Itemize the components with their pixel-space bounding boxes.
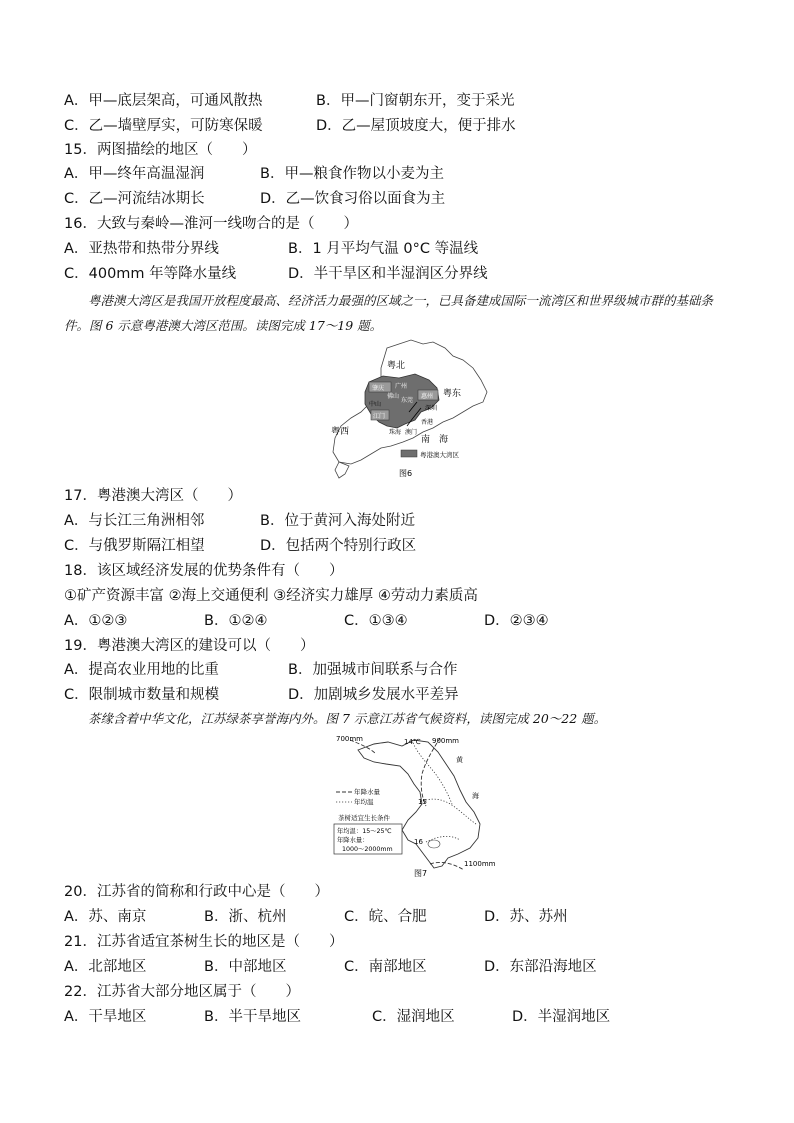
- q19-stem: 19．粤港澳大湾区的建设可以（ ）: [64, 638, 315, 654]
- q17-option-d[interactable]: D．包括两个特别行政区: [260, 538, 417, 554]
- q22-option-c[interactable]: C．湿润地区: [372, 1009, 455, 1025]
- label-15: 15: [418, 798, 427, 806]
- label-14c: 14℃: [404, 738, 421, 746]
- q15-option-b[interactable]: B．甲—粮食作物以小麦为主: [260, 166, 444, 182]
- tea-box-rain: 年降水量：: [337, 837, 369, 844]
- passage-bay-area: [64, 288, 734, 338]
- label-zhaoqing: 肇庆: [372, 385, 385, 392]
- figure-7-map: [330, 732, 508, 878]
- label-900mm: 900mm: [432, 737, 459, 745]
- q20-option-d[interactable]: D．苏、苏州: [484, 909, 568, 925]
- q14-option-c[interactable]: C．乙—墙壁厚实，可防寒保暖: [64, 118, 263, 134]
- q19-option-d[interactable]: D．加剧城乡发展水平差异: [288, 687, 459, 703]
- q16-option-b[interactable]: B．1 月平均气温 0°C 等温线: [288, 241, 479, 257]
- q16-stem: 16．大致与秦岭—淮河一线吻合的是（ ）: [64, 216, 358, 232]
- q17-stem: 17．粤港澳大湾区（ ）: [64, 488, 242, 504]
- q21-option-c[interactable]: C．南部地区: [344, 959, 427, 975]
- q20-stem: 20．江苏省的简称和行政中心是（ ）: [64, 884, 329, 900]
- label-guangzhou: 广州: [395, 383, 408, 390]
- figure-6-caption: 图6: [399, 469, 413, 478]
- leizhou-peninsula: [335, 462, 349, 478]
- label-foshan: 佛山: [387, 393, 400, 400]
- q19-option-a[interactable]: A．提高农业用地的比重: [64, 662, 219, 678]
- legend-rain-label: 年降水量: [354, 788, 380, 796]
- legend-swatch: [401, 450, 417, 457]
- q18-option-c[interactable]: C．①③④: [344, 613, 408, 629]
- label-700mm: 700mm: [336, 735, 363, 743]
- q17-option-a[interactable]: A．与长江三角洲相邻: [64, 513, 205, 529]
- q19-option-b[interactable]: B．加强城市间联系与合作: [288, 662, 458, 678]
- tea-box-rain-value: 1000～2000mm: [342, 846, 393, 853]
- label-yuedong: 粤东: [443, 389, 462, 399]
- label-1100mm: 1100mm: [464, 860, 496, 868]
- q20-option-c[interactable]: C．皖、合肥: [344, 909, 427, 925]
- label-dongguan: 东莞: [401, 397, 414, 404]
- q15-option-a[interactable]: A．甲—终年高温湿润: [64, 166, 205, 182]
- label-jiangmen: 江门: [373, 413, 386, 420]
- label-xianggang: 香港: [421, 419, 434, 426]
- label-huang: 黄: [456, 756, 463, 764]
- passage-jiangsu-tea: [64, 706, 734, 731]
- q17-option-b[interactable]: B．位于黄河入海处附近: [260, 513, 415, 529]
- taihu-lake: [428, 840, 440, 848]
- q21-stem: 21．江苏省适宜茶树生长的地区是（ ）: [64, 934, 344, 950]
- figure-6-map: [325, 338, 490, 480]
- q22-stem: 22．江苏省大部分地区属于（ ）: [64, 984, 300, 1000]
- q20-option-a[interactable]: A．苏、南京: [64, 909, 147, 925]
- q22-option-a[interactable]: A．干旱地区: [64, 1009, 147, 1025]
- q18-stem: 18．该区域经济发展的优势条件有（ ）: [64, 563, 344, 579]
- label-huizhou: 惠州: [421, 393, 434, 400]
- q21-option-d[interactable]: D．东部沿海地区: [484, 959, 597, 975]
- q18-option-d[interactable]: D．②③④: [484, 613, 549, 629]
- q18-option-a[interactable]: A．①②③: [64, 613, 128, 629]
- label-zhongshan: 中山: [369, 401, 382, 408]
- legend-temp-label: 年均温: [354, 798, 374, 806]
- q15-stem: 15．两图描绘的地区（ ）: [64, 142, 257, 158]
- passage-jiangsu-tea-text: 茶缘含着中华文化，江苏绿茶享誉海内外。图 7 示意江苏省气候资料，读图完成 20～22 题。: [88, 711, 607, 726]
- label-yuebei: 粤北: [387, 361, 406, 371]
- label-zhuhai: 珠海: [389, 429, 402, 436]
- q16-option-a[interactable]: A．亚热带和热带分界线: [64, 241, 219, 257]
- figure-7-caption: 图7: [414, 869, 428, 878]
- label-shenzhen: 深圳: [425, 405, 438, 412]
- q19-option-c[interactable]: C．限制城市数量和规模: [64, 687, 220, 703]
- q16-option-d[interactable]: D．半干旱区和半湿润区分界线: [288, 266, 488, 282]
- q15-option-c[interactable]: C．乙—河流结冰期长: [64, 191, 205, 207]
- q16-option-c[interactable]: C．400mm 年等降水量线: [64, 266, 237, 282]
- q21-option-a[interactable]: A．北部地区: [64, 959, 147, 975]
- label-aomen: 澳门: [405, 429, 418, 436]
- tea-box-title: 茶树适宜生长条件: [338, 814, 390, 822]
- q18-items: ①矿产资源丰富 ②海上交通便利 ③经济实力雄厚 ④劳动力素质高: [64, 588, 478, 604]
- q20-option-b[interactable]: B．浙、杭州: [204, 909, 287, 925]
- label-yuexi: 粤西: [331, 427, 350, 437]
- label-nanhai: 南 海: [421, 435, 449, 445]
- q15-option-d[interactable]: D．乙—饮食习俗以面食为主: [260, 191, 446, 207]
- q18-option-b[interactable]: B．①②④: [204, 613, 268, 629]
- q14-option-a[interactable]: A．甲—底层架高，可通风散热: [64, 93, 263, 109]
- q14-option-b[interactable]: B．甲—门窗朝东开，变于采光: [316, 93, 515, 109]
- q17-option-c[interactable]: C．与俄罗斯隔江相望: [64, 538, 205, 554]
- label-16: 16: [414, 838, 423, 846]
- q14-option-d[interactable]: D．乙—屋顶坡度大，便于排水: [316, 118, 516, 134]
- q22-option-d[interactable]: D．半湿润地区: [512, 1009, 611, 1025]
- label-hai: 海: [472, 792, 479, 800]
- q21-option-b[interactable]: B．中部地区: [204, 959, 287, 975]
- passage-bay-area-text: 粤港澳大湾区是我国开放程度最高、经济活力最强的区域之一，已具备建成国际一流湾区和世界级城市群的基础条件。图 6 示意粤港澳大湾区范围。读图完成 17～19 题。: [64, 293, 714, 333]
- q22-option-b[interactable]: B．半干旱地区: [204, 1009, 301, 1025]
- tea-box-temp: 年均温：15～25℃: [337, 828, 392, 835]
- legend-label: 粤港澳大湾区: [420, 451, 459, 459]
